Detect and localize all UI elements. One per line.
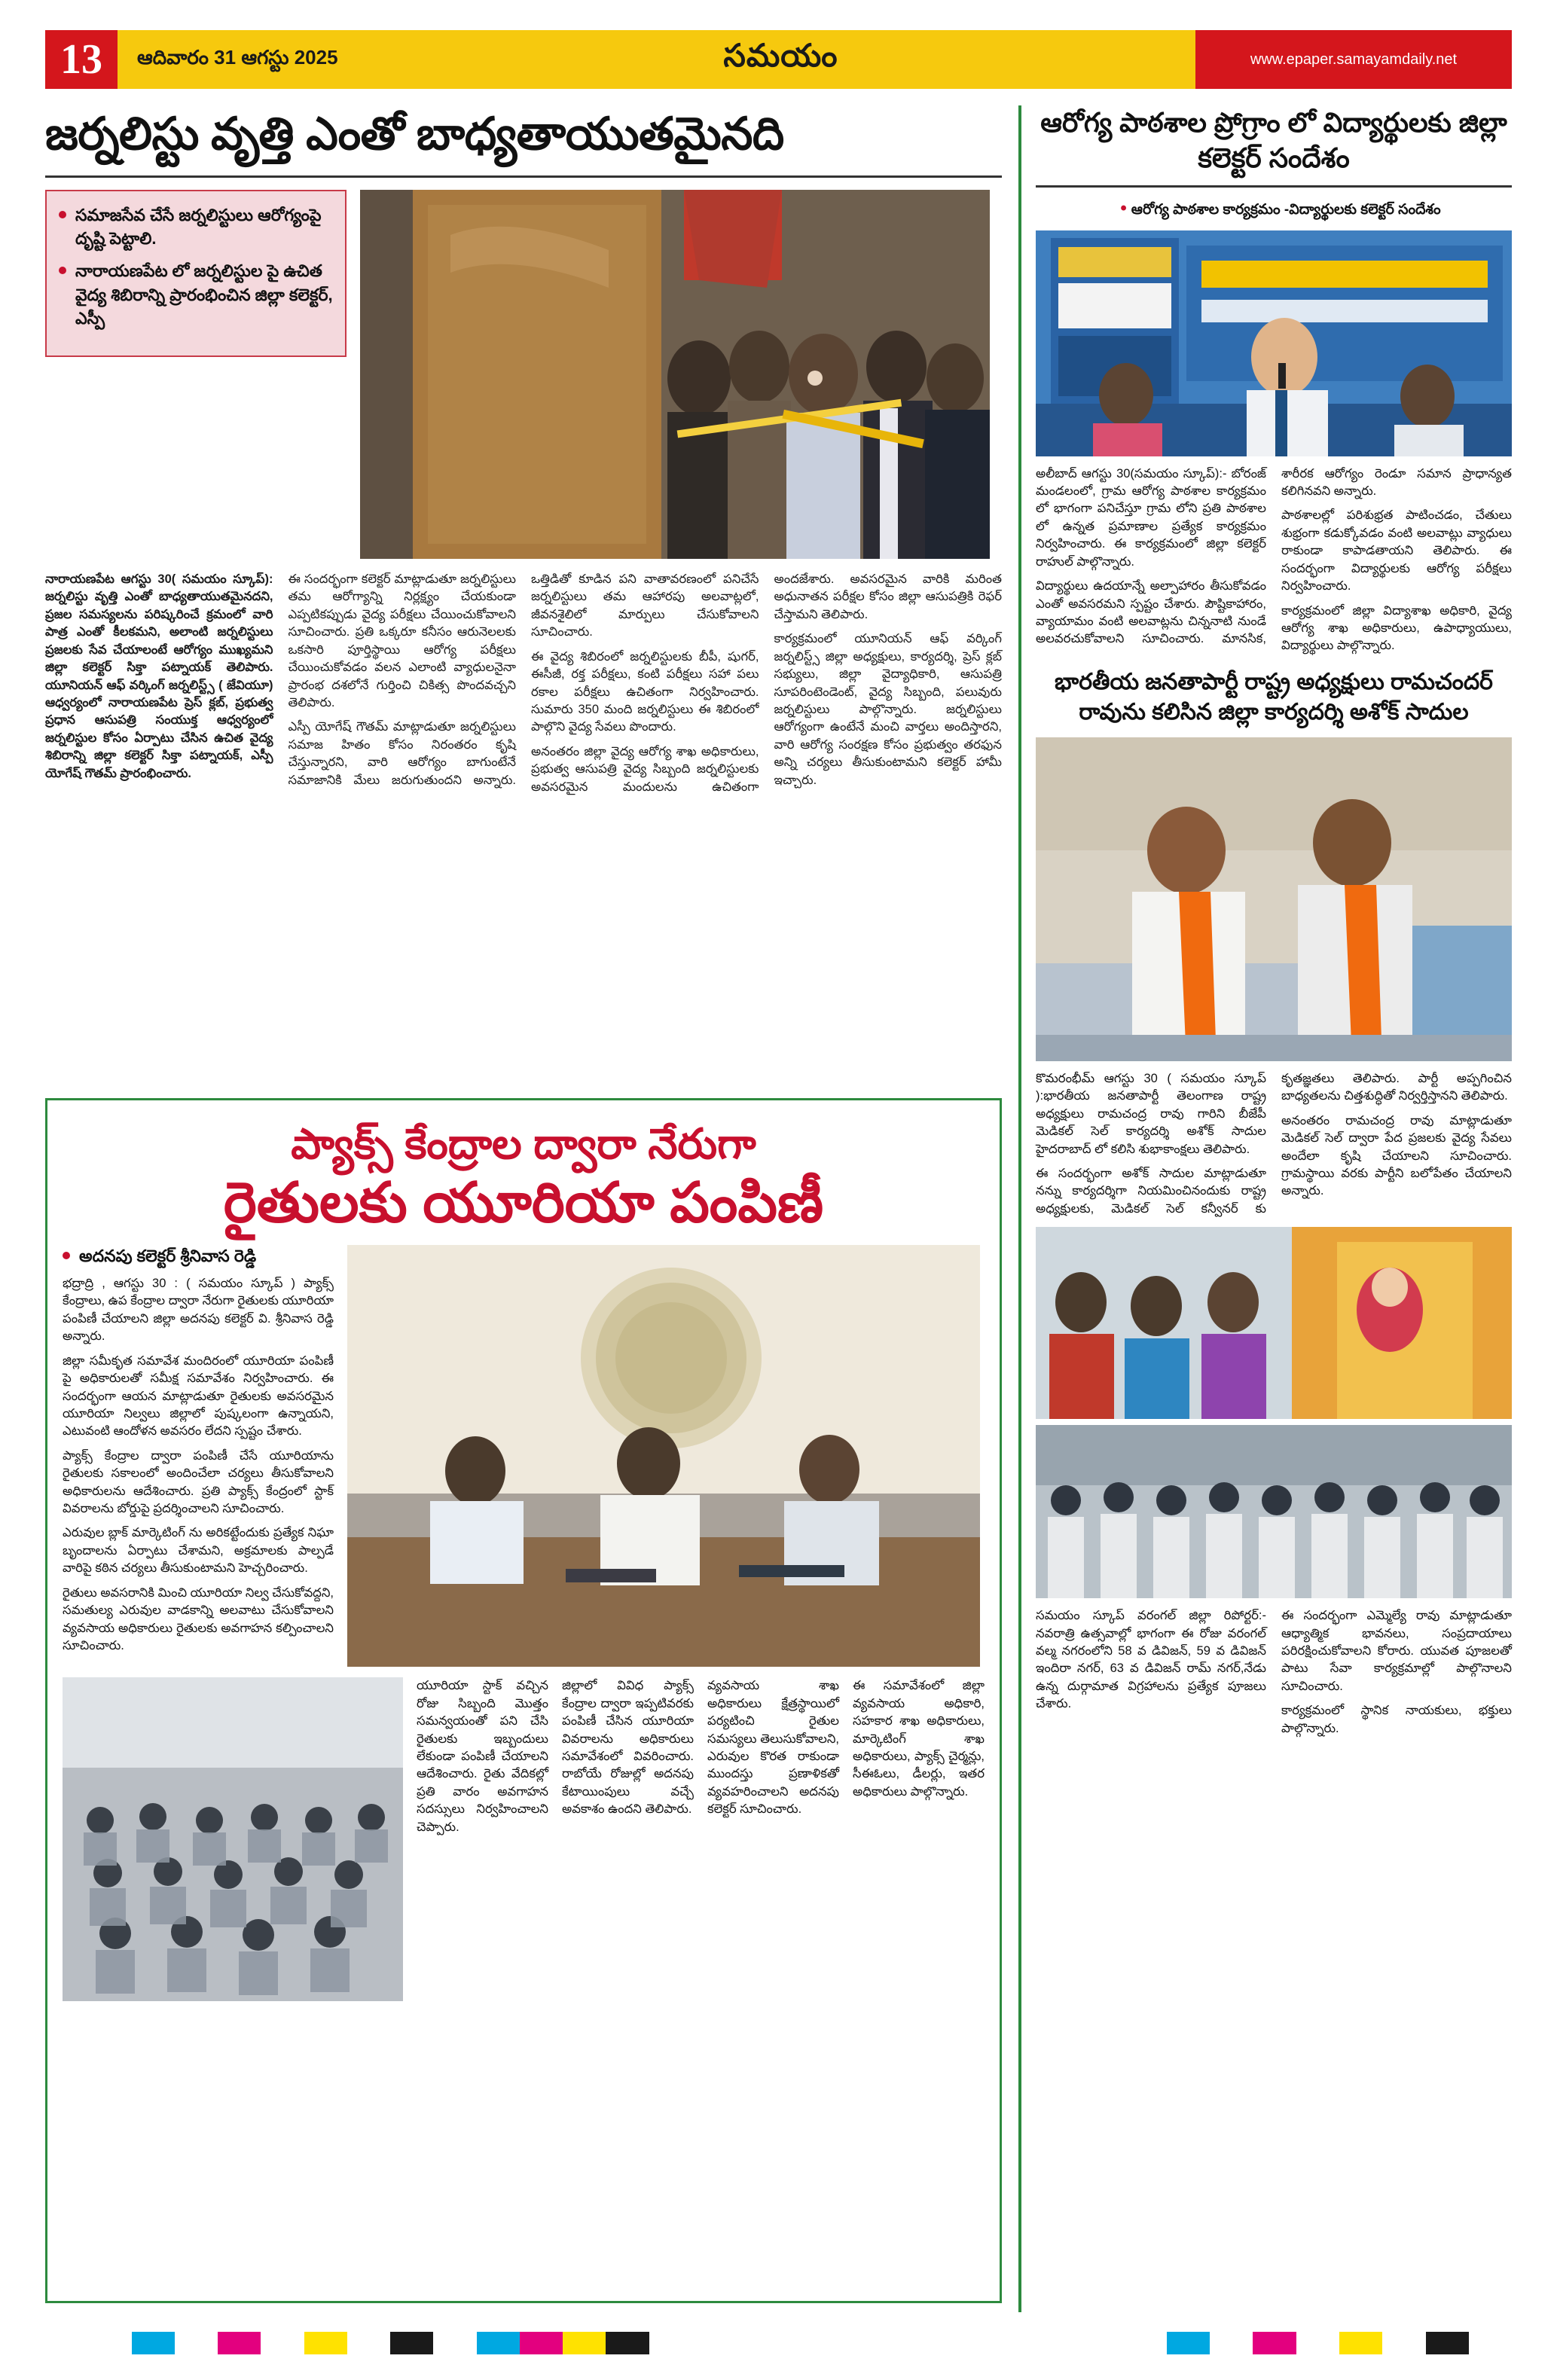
color-swatch-29 bbox=[1296, 2332, 1339, 2354]
color-swatch-19 bbox=[865, 2332, 908, 2354]
article-1-paragraph: అనంతరం జిల్లా వైద్య ఆరోగ్య శాఖ అధికారులు, ప్రభుత్వ ఆసుపత్రి వైద్య సిబ్బంది జర్నలిస్టులకు అవసరమైన మందులను ఉచితంగా అందజేశారు. అవసరమైన వారికి మరింత అధునాతన పరీక్షల కోసం జిల్లా ఆసుపత్రికి రెఫర్ చేస్తామని తెలిపారు. bbox=[531, 572, 1002, 794]
article-2-top bbox=[63, 1245, 985, 1667]
color-swatch-3 bbox=[175, 2332, 218, 2354]
photo-artwork bbox=[360, 190, 990, 559]
article-2-paragraph: ఎరువుల బ్లాక్ మార్కెటింగ్ ను అరికట్టేందుకు ప్రత్యేక నిఘా బృందాలను ఏర్పాటు చేశామని, అక్రమాలకు పాల్పడే వారిపై కఠిన చర్యలు తీసుకుంటామని హెచ్చరించారు. bbox=[63, 1526, 334, 1576]
article-2-photo-meeting bbox=[347, 1245, 980, 1667]
article-1-paragraph: నారాయణపేట ఆగస్టు 30( సమయం స్కూప్): జర్నలిస్టు వృత్తి ఎంతో బాధ్యతాయుతమైనదని, ప్రజల సమస్యలను పరిష్కరించే క్రమంలో వారి పాత్ర ఎంతో కీలకమని, అలాంటి జర్నలిస్టులు ప్రజలకు సేవ చేయాలంటే ఆరోగ్యం ముఖ్యమని జిల్లా కలెక్టర్ సిక్తా పట్నాయక్ తెలిపారు. యూనియన్ ఆఫ్ వర్కింగ్ జర్నలిస్ట్స్ ( జేవియూ) ఆధ్వర్యంలో నారాయణపేట ప్రెస్ క్లబ్, ప్రభుత్వ ప్రధాన ఆసుపత్రి సంయుక్త ఆధ్వర్యంలో జర్నలిస్టుల కోసం ఏర్పాటు చేసిన ఉచిత వైద్య శిబిరాన్ని జిల్లా కలెక్టర్ సిక్తా పట్నాయక్, ఎస్పీ యోగేష్ గౌతమ్ ప్రారంభించారు. bbox=[45, 572, 273, 780]
color-swatch-8 bbox=[390, 2332, 433, 2354]
color-swatch-13 bbox=[606, 2332, 649, 2354]
color-swatch-14 bbox=[649, 2332, 692, 2354]
article-2-paragraph: ఈ సమావేశంలో జిల్లా వ్యవసాయ అధికారి, సహకార శాఖ అధికారులు, మార్కెటింగ్ శాఖ అధికారులు, ప్యాక్స్ చైర్మన్లు, సీఈఓలు, డీలర్లు, ఇతర అధికారులు పాల్గొన్నారు. bbox=[853, 1679, 985, 1799]
article-3-headline: ఆరోగ్య పాఠశాల ప్రోగ్రాం లో విద్యార్థులకు జిల్లా కలెక్టర్ సందేశం bbox=[1040, 107, 1507, 173]
color-swatch-0 bbox=[45, 2332, 88, 2354]
article-1-highlights bbox=[45, 190, 347, 357]
color-swatch-27 bbox=[1210, 2332, 1253, 2354]
color-swatch-16 bbox=[735, 2332, 778, 2354]
right-column bbox=[1036, 105, 1512, 2312]
article-2-paragraph: ప్యాక్స్ కేంద్రాల ద్వారా పంపిణీ చేసే యూరియాను రైతులకు సకాలంలో అందించేలా చర్యలు తీసుకోవాలని అధికారులను ఆదేశించారు. ప్రతి ప్యాక్స్ కేంద్రంలో స్టాక్ వివరాలను బోర్డుపై ప్రదర్శించాలని సూచించారు. bbox=[63, 1448, 334, 1516]
color-swatch-23 bbox=[1037, 2332, 1080, 2354]
highlight-item: నారాయణపేట లో జర్నలిస్టుల పై ఉచిత వైద్య శిబిరాన్ని ప్రారంభించిన జిల్లా కలెక్టర్, ఎస్పీ bbox=[59, 259, 333, 330]
color-swatch-1 bbox=[88, 2332, 131, 2354]
article-5-paragraph: సమయం స్కూప్ వరంగల్ జిల్లా రిపోర్టర్:- నవరాత్రి ఉత్సవాల్లో భాగంగా ఈ రోజు వరంగల్ వల్మ నగరంలోని 58 వ డివిజన్, 59 వ డివిజన్ ఇందిరా నగర్, 63 వ డివిజన్ రామ్ నగర్,నేడు ఉన్న దుర్గామాత విగ్రహాలను ప్రత్యేక పూజలు చేశారు. bbox=[1036, 1609, 1266, 1711]
color-swatch-11 bbox=[520, 2332, 563, 2354]
color-swatch-7 bbox=[347, 2332, 390, 2354]
article-5-photo-1 bbox=[1036, 1227, 1512, 1419]
color-swatch-18 bbox=[822, 2332, 865, 2354]
article-4-body bbox=[1036, 1070, 1512, 1218]
article-2-paragraph: రైతులు అవసరానికి మించి యూరియా నిల్వ చేసుకోవద్దని, సమతుల్య ఎరువుల వాడకాన్ని అలవాటు చేసుకోవాలని వ్యవసాయ అధికారులు రైతులకు అవగాహన కల్పించాలని సూచించారు. bbox=[63, 1585, 334, 1652]
article-2-headline-line1: ప్యాక్స్ కేంద్రాల ద్వారా నేరుగా bbox=[291, 1120, 756, 1167]
photo-artwork bbox=[347, 1245, 980, 1667]
article-2-paragraph: జిల్లాలో వివిధ ప్యాక్స్ కేంద్రాల ద్వారా ఇప్పటివరకు పంపిణీ చేసిన యూరియా వివరాలను అధికారులు సమావేశంలో వివరించారు. రాబోయే రోజుల్లో అదనపు కేటాయింపులు వచ్చే అవకాశం ఉందని తెలిపారు. bbox=[562, 1679, 694, 1817]
color-swatch-2 bbox=[132, 2332, 175, 2354]
article-3-photo bbox=[1036, 230, 1512, 456]
color-swatch-26 bbox=[1167, 2332, 1210, 2354]
article-1-paragraph: ఈ సందర్భంగా కలెక్టర్ మాట్లాడుతూ జర్నలిస్టులు తమ ఆరోగ్యాన్ని నిర్లక్ష్యం చేయకుండా ఎప్పటికప్పుడు వైద్య పరీక్షలు చేయించుకోవాలని సూచించారు. ప్రతి ఒక్కరూ కనీసం ఆరునెలలకు ఒకసారి పూర్తిస్థాయి ఆరోగ్య పరీక్షలు చేయించుకోవడం వలన ఎలాంటి వ్యాధులనైనా ప్రారంభ దశలోనే గుర్తించి చికిత్స పొందవచ్చని తెలిపారు. bbox=[288, 572, 516, 709]
edition-date: ఆదివారం 31 ఆగస్టు 2025 bbox=[118, 30, 366, 89]
registration-color-bar bbox=[45, 2332, 1512, 2354]
website-url[interactable]: www.epaper.samayamdaily.net bbox=[1195, 30, 1512, 89]
column-divider bbox=[1018, 105, 1021, 2312]
highlight-item: సమాజసేవ చేసే జర్నలిస్టులు ఆరోగ్యంపై దృష్టి పెట్టాలి. bbox=[59, 203, 333, 250]
article-5-paragraph: కార్యక్రమంలో స్థానిక నాయకులు, భక్తులు పాల్గొన్నారు. bbox=[1281, 1704, 1512, 1735]
color-swatch-24 bbox=[1080, 2332, 1123, 2354]
article-3-paragraph: అలీబాద్ ఆగస్టు 30(సమయం స్కూప్):- బోరంజ్ మండలంలో, గ్రామ ఆరోగ్య పాఠశాల కార్యక్రమం లో భాగంగా పనిచేస్తూ గ్రామ లోని ప్రతి పాఠశాల లో ఉన్నత ప్రమాణాల ప్రత్యేక కార్యక్రమం నిర్వహించారు. ఈ కార్యక్రమంలో జిల్లా కలెక్టర్ రాహుల్ పాల్గొన్నారు. bbox=[1036, 466, 1266, 569]
page-number: 13 bbox=[45, 30, 118, 89]
article-3-paragraph: పాఠశాలల్లో పరిశుభ్రత పాటించడం, చేతులు శుభ్రంగా కడుక్కోవడం వంటి అలవాట్లు వ్యాధులు రాకుండా కాపాడతాయని తెలిపారు. ఈ సందర్భంగా విద్యార్థులకు ఆరోగ్య పరీక్షలు నిర్వహించారు. bbox=[1281, 508, 1512, 593]
article-2-paragraph: భద్రాద్రి , ఆగస్టు 30 : ( సమయం స్కూప్ ) ప్యాక్స్ కేంద్రాలు, ఉప కేంద్రాల ద్వారా నేరుగా రైతులకు యూరియా పంపిణీ చేయాలని జిల్లా అదనపు కలెక్టర్ వి. శ్రీనివాస రెడ్డి అన్నారు. bbox=[63, 1276, 334, 1344]
article-2-bottom bbox=[63, 1677, 985, 2001]
photo-artwork bbox=[63, 1677, 403, 2001]
photo-artwork bbox=[1036, 1227, 1512, 1419]
article-urea-distribution bbox=[45, 1098, 1002, 2303]
color-swatch-20 bbox=[908, 2332, 951, 2354]
article-1-body bbox=[45, 571, 1002, 796]
article-3-body bbox=[1036, 465, 1512, 655]
color-swatch-21 bbox=[951, 2332, 994, 2354]
color-swatch-28 bbox=[1253, 2332, 1296, 2354]
newspaper-title: సమయం bbox=[366, 30, 1195, 89]
article-2-photo-hall bbox=[63, 1677, 403, 2001]
article-1-paragraph: కార్యక్రమంలో యూనియన్ ఆఫ్ వర్కింగ్ జర్నలిస్ట్స్ జిల్లా అధ్యక్షులు, కార్యదర్శి, ప్రెస్ క్లబ్ సభ్యులు, జిల్లా వైద్యాధికారి, ఆసుపత్రి సూపరింటెండెంట్, వైద్య సిబ్బంది, పలువురు జర్నలిస్టులు పాల్గొన్నారు. జర్నలిస్టులు ఆరోగ్యంగా ఉంటేనే మంచి వార్తలు అందిస్తారని, వారి ఆరోగ్య సంరక్షణ కోసం ప్రభుత్వం తరఫున అన్ని చర్యలు తీసుకుంటామని కలెక్టర్ హామీ ఇచ్చారు. bbox=[774, 632, 1002, 787]
article-journalists-health bbox=[45, 105, 1002, 1085]
color-swatch-22 bbox=[994, 2332, 1037, 2354]
article-2-paragraph: యూరియా స్టాక్ వచ్చిన రోజు సిబ్బంది మొత్తం సమన్వయంతో పని చేసి రైతులకు ఇబ్బందులు లేకుండా పంపిణీ చేయాలని ఆదేశించారు. రైతు వేదికల్లో ప్రతి వారం అవగాహన సదస్సులు నిర్వహించాలని చెప్పారు. bbox=[417, 1679, 548, 1834]
headline-rule bbox=[45, 175, 1002, 178]
color-swatch-12 bbox=[563, 2332, 606, 2354]
color-swatch-32 bbox=[1426, 2332, 1469, 2354]
article-1-top bbox=[45, 190, 1002, 559]
color-swatch-30 bbox=[1339, 2332, 1382, 2354]
page-content bbox=[45, 105, 1512, 2312]
color-swatch-17 bbox=[779, 2332, 822, 2354]
article-5-body bbox=[1036, 1607, 1512, 1738]
color-swatch-10 bbox=[477, 2332, 520, 2354]
article-4-paragraph: ఈ సందర్భంగా అశోక్ సాదుల మాట్లాడుతూ నన్ను కార్యదర్శిగా నియమించినందుకు రాష్ట్ర అధ్యక్షులకు, మెడికల్ సెల్ కన్వీనర్ కు కృతజ్ఞతలు తెలిపారు. పార్టీ అప్పగించిన బాధ్యతలను చిత్తశుద్ధితో నిర్వర్తిస్తానని తెలిపారు. bbox=[1036, 1071, 1512, 1216]
article-2-subhead: అదనపు కలెక్టర్ శ్రీనివాస రెడ్డి bbox=[63, 1245, 334, 1268]
article-2-paragraph: వ్యవసాయ శాఖ అధికారులు క్షేత్రస్థాయిలో పర్యటించి రైతుల సమస్యలు తెలుసుకోవాలని, ఎరువుల కొరత రాకుండా ముందస్తు ప్రణాళికతో వ్యవహరించాలని అదనపు కలెక్టర్ సూచించారు. bbox=[707, 1679, 839, 1817]
article-bjp-meeting bbox=[1036, 667, 1512, 1218]
article-2-body-columns bbox=[417, 1677, 985, 2001]
article-3-subhead: • ఆరోగ్య పాఠశాల కార్యక్రమం -విద్యార్థులకు కలెక్టర్ సందేశం bbox=[1036, 198, 1512, 221]
color-swatch-15 bbox=[692, 2332, 735, 2354]
photo-artwork bbox=[1036, 230, 1512, 456]
headline-rule bbox=[1036, 185, 1512, 188]
article-navaratri bbox=[1036, 1227, 1512, 1738]
article-2-left-text bbox=[63, 1245, 334, 1667]
article-2-paragraph: జిల్లా సమీకృత సమావేశ మందిరంలో యూరియా పంపిణీ పై అధికారులతో సమీక్ష సమావేశం నిర్వహించారు. ఈ సందర్భంగా ఆయన మాట్లాడుతూ రైతులకు అవసరమైన యూరియా నిల్వలు జిల్లాలో పుష్కలంగా ఉన్నాయని, ఎటువంటి ఆందోళన అవసరం లేదని స్పష్టం చేశారు. bbox=[63, 1353, 334, 1439]
article-4-paragraph: అనంతరం రామచంద్ర రావు మాట్లాడుతూ మెడికల్ సెల్ ద్వారా పేద ప్రజలకు వైద్య సేవలు అందేలా కృషి చేయాలని సూచించారు. గ్రామస్థాయి వరకు పార్టీని బలోపేతం చేయాలని అన్నారు. bbox=[1281, 1113, 1512, 1198]
color-swatch-5 bbox=[261, 2332, 304, 2354]
article-4-headline: భారతీయ జనతాపార్టీ రాష్ట్ర అధ్యక్షులు రామచందర్ రావును కలిసిన జిల్లా కార్యదర్శి అశోక్ సాదుల bbox=[1055, 669, 1493, 725]
article-1-photo bbox=[360, 190, 990, 559]
article-health-school bbox=[1036, 105, 1512, 655]
article-5-photo-2 bbox=[1036, 1425, 1512, 1598]
article-4-photo bbox=[1036, 737, 1512, 1061]
color-swatch-9 bbox=[433, 2332, 476, 2354]
photo-artwork bbox=[1036, 737, 1512, 1061]
color-swatch-33 bbox=[1469, 2332, 1512, 2354]
color-swatch-31 bbox=[1382, 2332, 1425, 2354]
masthead bbox=[45, 30, 1512, 89]
article-1-headline: జర్నలిస్టు వృత్తి ఎంతో బాధ్యతాయుతమైనది bbox=[45, 108, 784, 159]
article-4-paragraph: కొమరంభీమ్ ఆగస్టు 30 ( సమయం స్కూప్ ):భారతీయ జనతాపార్టీ తెలంగాణ రాష్ట్ర అధ్యక్షులు రామచంద్ర రావు గారిని బీజేపీ మెడికల్ సెల్ కార్యదర్శి అశోక్ సాదుల హైదరాబాద్ లో కలిసి శుభాకాంక్షలు తెలిపారు. bbox=[1036, 1071, 1266, 1156]
left-column bbox=[45, 105, 1002, 2312]
article-1-paragraph: ఈ వైద్య శిబిరంలో జర్నలిస్టులకు బీపీ, షుగర్, ఈసీజీ, రక్త పరీక్షలు, కంటి పరీక్షలు సహా పలు రకాల పరీక్షలు ఉచితంగా నిర్వహించారు. సుమారు 350 మంది జర్నలిస్టులు ఈ శిబిరంలో పాల్గొని వైద్య సేవలు పొందారు. bbox=[531, 649, 759, 734]
article-5-paragraph: ఈ సందర్భంగా ఎమ్మెల్యే రావు మాట్లాడుతూ ఆధ్యాత్మిక భావనలు, సంప్రదాయాలు పరిరక్షించుకోవాలని కోరారు. యువత పూజలతో పాటు సేవా కార్యక్రమాల్లో పాల్గొనాలని సూచించారు. bbox=[1281, 1609, 1512, 1693]
article-1-paragraph: ఎస్పీ యోగేష్ గౌతమ్ మాట్లాడుతూ జర్నలిస్టులు సమాజ హితం కోసం నిరంతరం కృషి చేస్తున్నారని, వారి ఆరోగ్యం బాగుంటేనే సమాజానికి మేలు జరుగుతుందని అన్నారు. ఒత్తిడితో కూడిన పని వాతావరణంలో పనిచేసే జర్నలిస్టులు తమ ఆహారపు అలవాట్లలో, జీవనశైలిలో మార్పులు చేసుకోవాలని సూచించారు. bbox=[288, 572, 759, 787]
article-3-paragraph: విద్యార్థులు ఉదయాన్నే అల్పాహారం తీసుకోవడం ఎంతో అవసరమని స్పష్టం చేశారు. పౌష్టికాహారం, వ్యాయామం వంటి అలవాట్లను చిన్ననాటి నుండే అలవరచుకోవాలని సూచించారు. మానసిక, శారీరక ఆరోగ్యం రెండూ సమాన ప్రాధాన్యత కలిగినవని అన్నారు. bbox=[1036, 466, 1512, 646]
color-swatch-4 bbox=[218, 2332, 261, 2354]
article-3-paragraph: కార్యక్రమంలో జిల్లా విద్యాశాఖ అధికారి, వైద్య ఆరోగ్య శాఖ అధికారులు, ఉపాధ్యాయులు, విద్యార్థులు పాల్గొన్నారు. bbox=[1281, 603, 1512, 653]
color-swatch-6 bbox=[304, 2332, 347, 2354]
article-2-headline-line2: రైతులకు యూరియా పంపిణీ bbox=[223, 1171, 824, 1234]
photo-artwork bbox=[1036, 1425, 1512, 1598]
color-swatch-25 bbox=[1124, 2332, 1167, 2354]
